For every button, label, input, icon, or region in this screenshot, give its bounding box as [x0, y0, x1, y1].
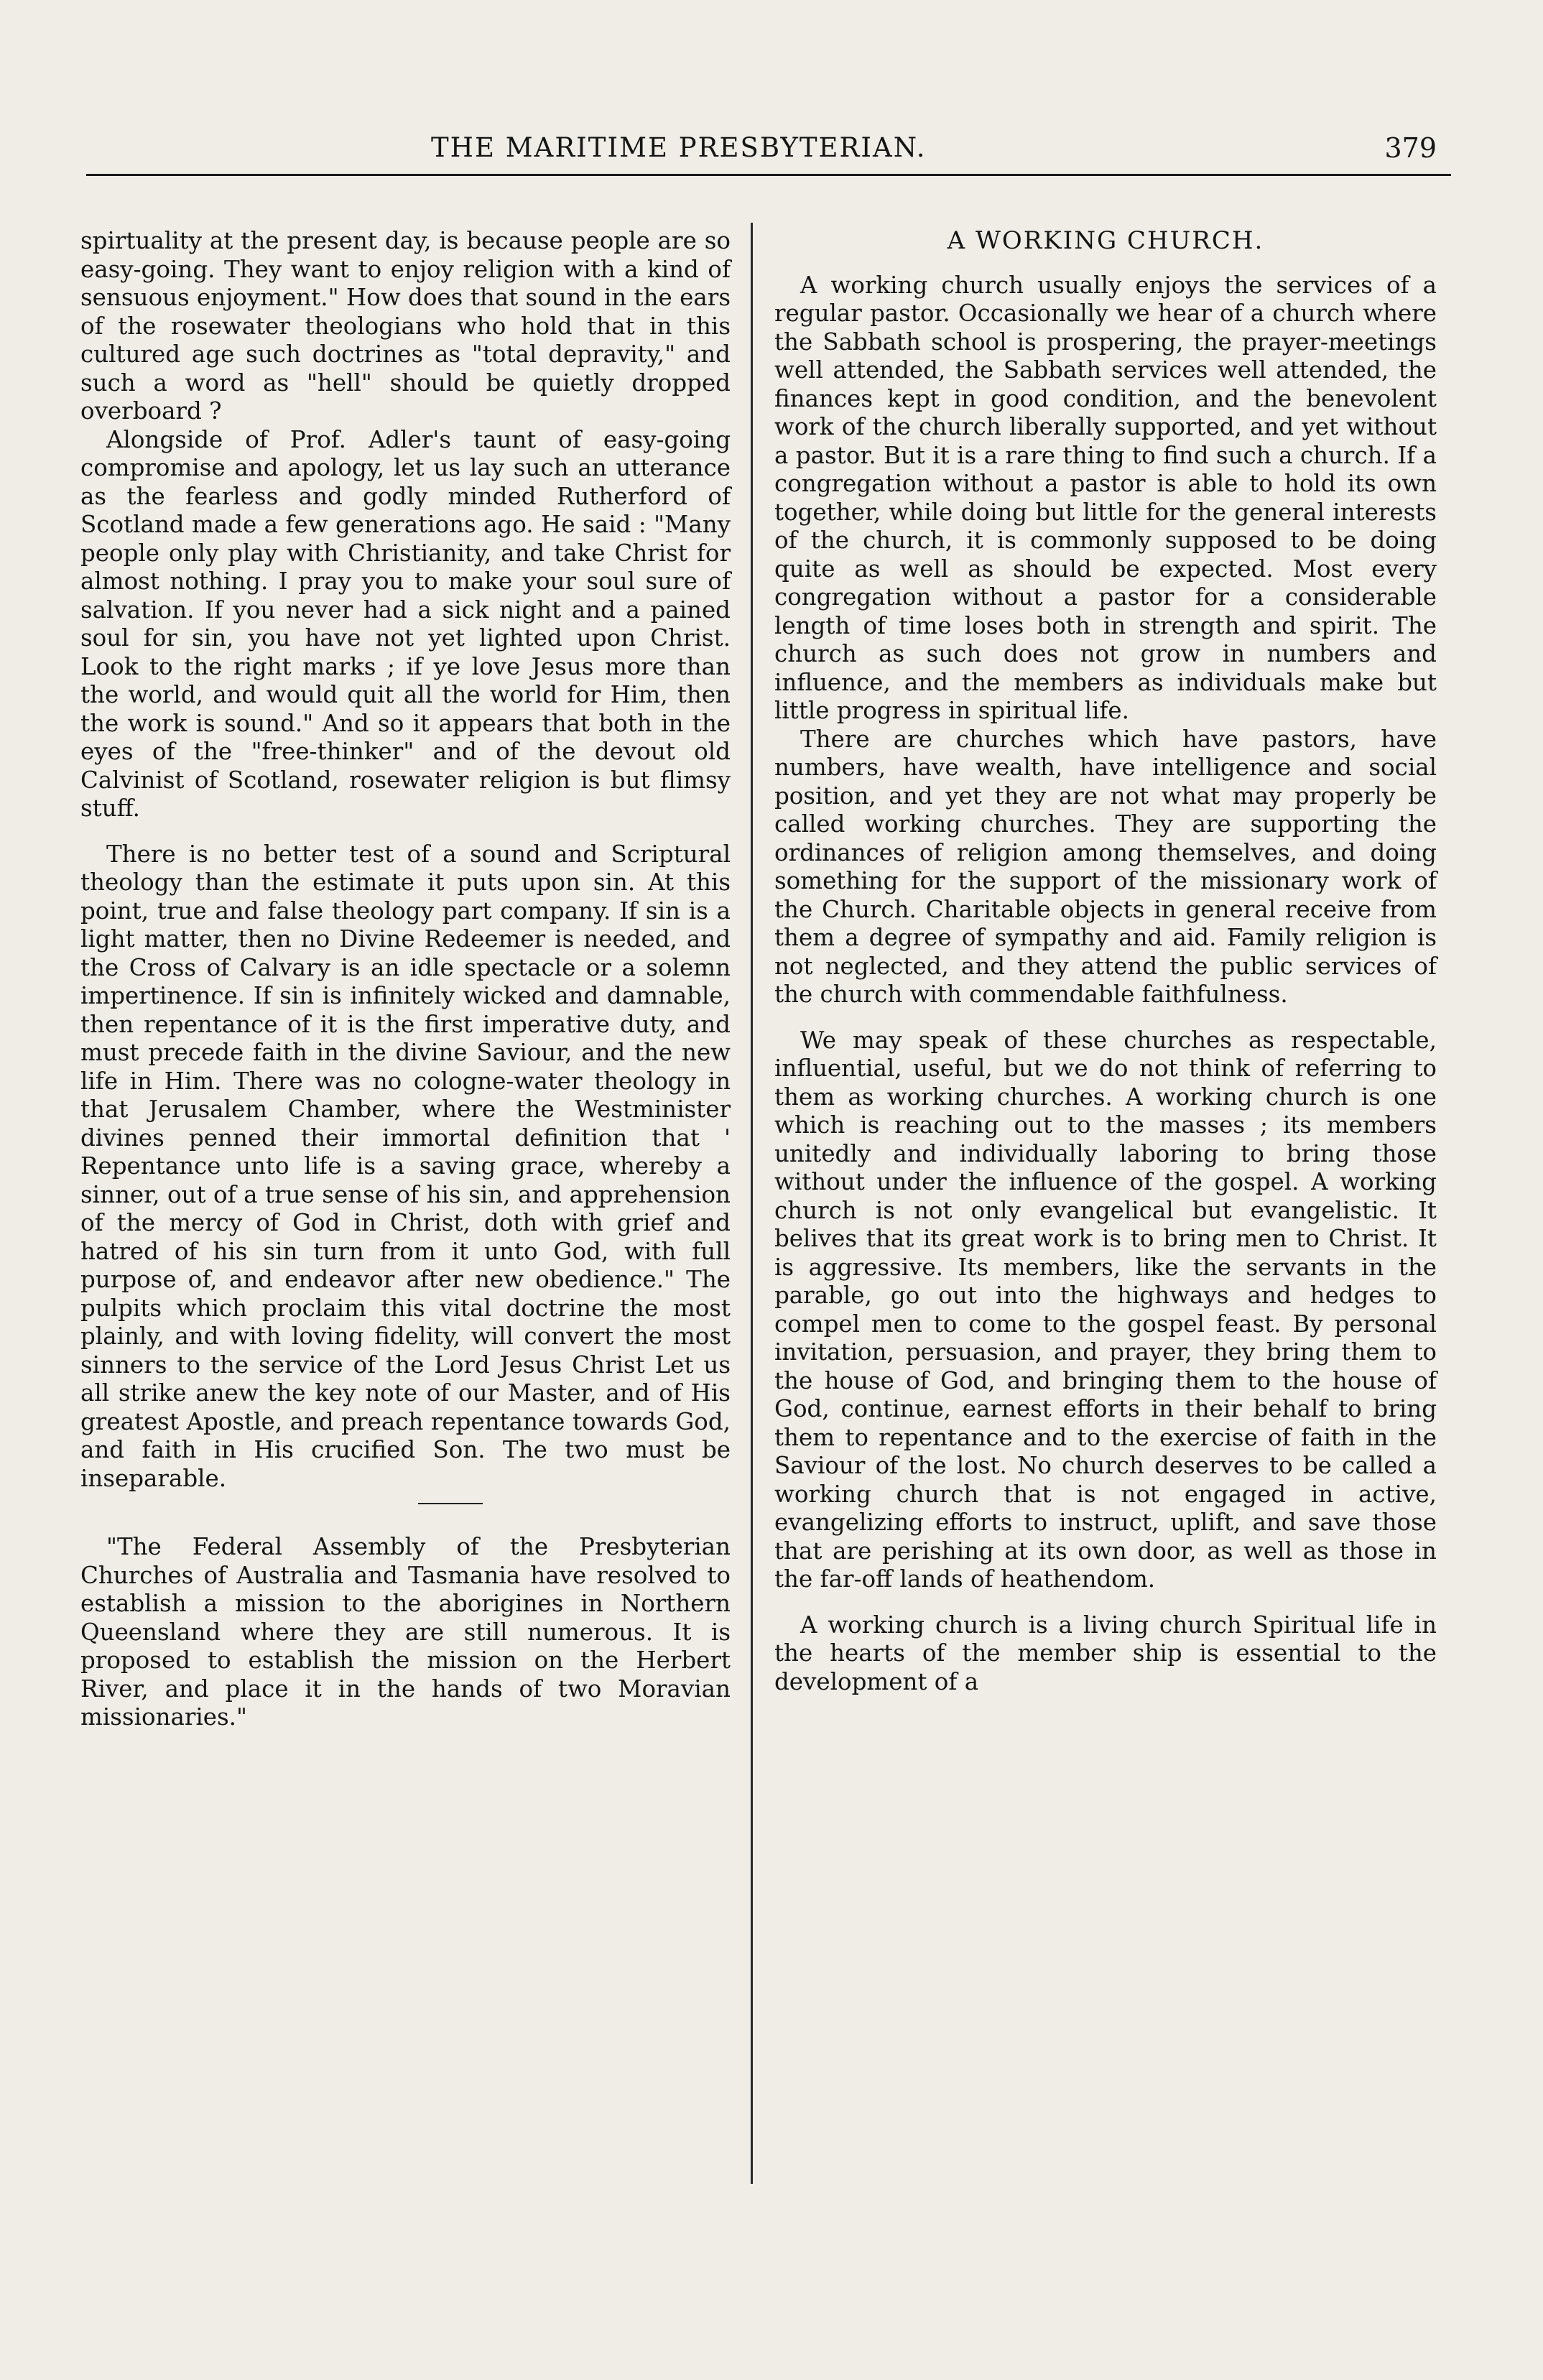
- left-paragraph-2: Alongside of Prof. Adler's taunt of easy-going compromise and apology, let us lay such an utterance as the fearless and godly minded Rutherford of Scotland made a few generations ago. He said : "Many people only play with Christianity, and take Christ for almost nothing. I pray you to make your soul sure of salvation. If you never had a sick night and a pained soul for sin, you have not yet lighted upon Christ. Look to the right marks ; if ye love Jesus more than the world, and would quit all the world for Him, then the work is sound." And so it appears that both in the eyes of the "free-thinker" and of the devout old Calvinist of Scotland, rosewater religion is but flimsy stuff.: [80, 425, 731, 822]
- left-column: [80, 227, 731, 1732]
- right-paragraph-2: There are churches which have pastors, have numbers, have wealth, have intelligence and social position, and yet they are not what may properly be called working churches. They are supporting the ordinances of religion among themselves, and doing something for the support of the missionary work of the Church. Charitable objects in general receive from them a degree of sympathy and aid. Family religion is not neglected, and they attend the public services of the church with commendable faithfulness.: [774, 725, 1437, 1008]
- header-rule: [86, 174, 1451, 176]
- left-paragraph-3: There is no better test of a sound and Scriptural theology than the estimate it puts upon sin. At this point, true and false theology part company. If sin is a light matter, then no Divine Redeemer is needed, and the Cross of Calvary is an idle spectacle or a solemn impertinence. If sin is infinitely wicked and damnable, then repentance of it is the first imperative duty, and must precede faith in the divine Saviour, and the new life in Him. There was no cologne-water theology in that Jerusalem Chamber, where the Westminister divines penned their immortal definition that ' Repentance unto life is a saving grace, whereby a sinner, out of a true sense of his sin, and apprehension of the mercy of God in Christ, doth with grief and hatred of his sin turn from it unto God, with full purpose of, and endeavor after new obedience." The pulpits which proclaim this vital doctrine the most plainly, and with loving fidelity, will convert the most sinners to the service of the Lord Jesus Christ Let us all strike anew the key note of our Master, and of His greatest Apostle, and preach repentance towards God, and faith in His crucified Son. The two must be inseparable.: [80, 840, 731, 1492]
- right-paragraph-3: We may speak of these churches as respectable, influential, useful, but we do not think of referring to them as working churches. A working church is one which is reaching out to the masses ; its members unitedly and individually laboring to bring those without under the influence of the gospel. A working church is not only evangelical but evangelistic. It belives that its great work is to bring men to Christ. It is aggressive. Its members, like the servants in the parable, go out into the highways and hedges to compel men to come to the gospel feast. By personal invitation, persuasion, and prayer, they bring them to the house of God, and bringing them to the house of God, continue, earnest efforts in their behalf to bring them to repentance and to the exercise of faith in the Saviour of the lost. No church deserves to be called a working church that is not engaged in active, evangelizing efforts to instruct, uplift, and save those that are perishing at its own door, as well as those in the far-off lands of heathendom.: [774, 1026, 1437, 1593]
- page-title: THE MARITIME PRESBYTERIAN.: [431, 132, 927, 163]
- left-paragraph-1: spirtuality at the present day, is because people are so easy-going. They want to enjoy religion with a kind of sensuous enjoyment." How does that sound in the ears of the rosewater theologians who hold that in this cultured age such doctrines as "total depravity," and such a word as "hell" should be quietly dropped overboard ?: [80, 227, 731, 425]
- column-divider: [751, 223, 753, 2184]
- paragraph-gap: [80, 823, 731, 841]
- right-column: [774, 227, 1437, 1696]
- page-header: [86, 132, 1451, 175]
- left-paragraph-4: "The Federal Assembly of the Presbyterian Churches of Australia and Tasmania have resolved to establish a mission to the aborigines in Northern Queensland where they are still numerous. It is proposed to establish the mission on the Herbert River, and place it in the hands of two Moravian missionaries.": [80, 1533, 731, 1731]
- article-heading: A WORKING CHURCH.: [947, 226, 1264, 255]
- right-paragraph-4: A working church is a living church Spiritual life in the hearts of the member ship is essential to the development of a: [774, 1611, 1437, 1695]
- paragraph-gap: [774, 1594, 1437, 1611]
- paragraph-gap: [774, 1009, 1437, 1027]
- right-paragraph-1: A working church usually enjoys the services of a regular pastor. Occasionally we hear of a church where the Sabbath school is prospering, the prayer-meetings well attended, the Sabbath services well attended, the finances kept in good condition, and the benevolent work of the church liberally supported, and yet without a pastor. But it is a rare thing to find such a church. If a congregation without a pastor is able to hold its own together, while doing but little for the general interests of the church, it is commonly supposed to be doing quite as well as should be expected. Most every congregation without a pastor for a considerable length of time loses both in strength and spirit. The church as such does not grow in numbers and influence, and the members as individuals make but little progress in spiritual life.: [774, 271, 1437, 724]
- page-number: 379: [1384, 132, 1437, 164]
- section-rule: [418, 1503, 483, 1504]
